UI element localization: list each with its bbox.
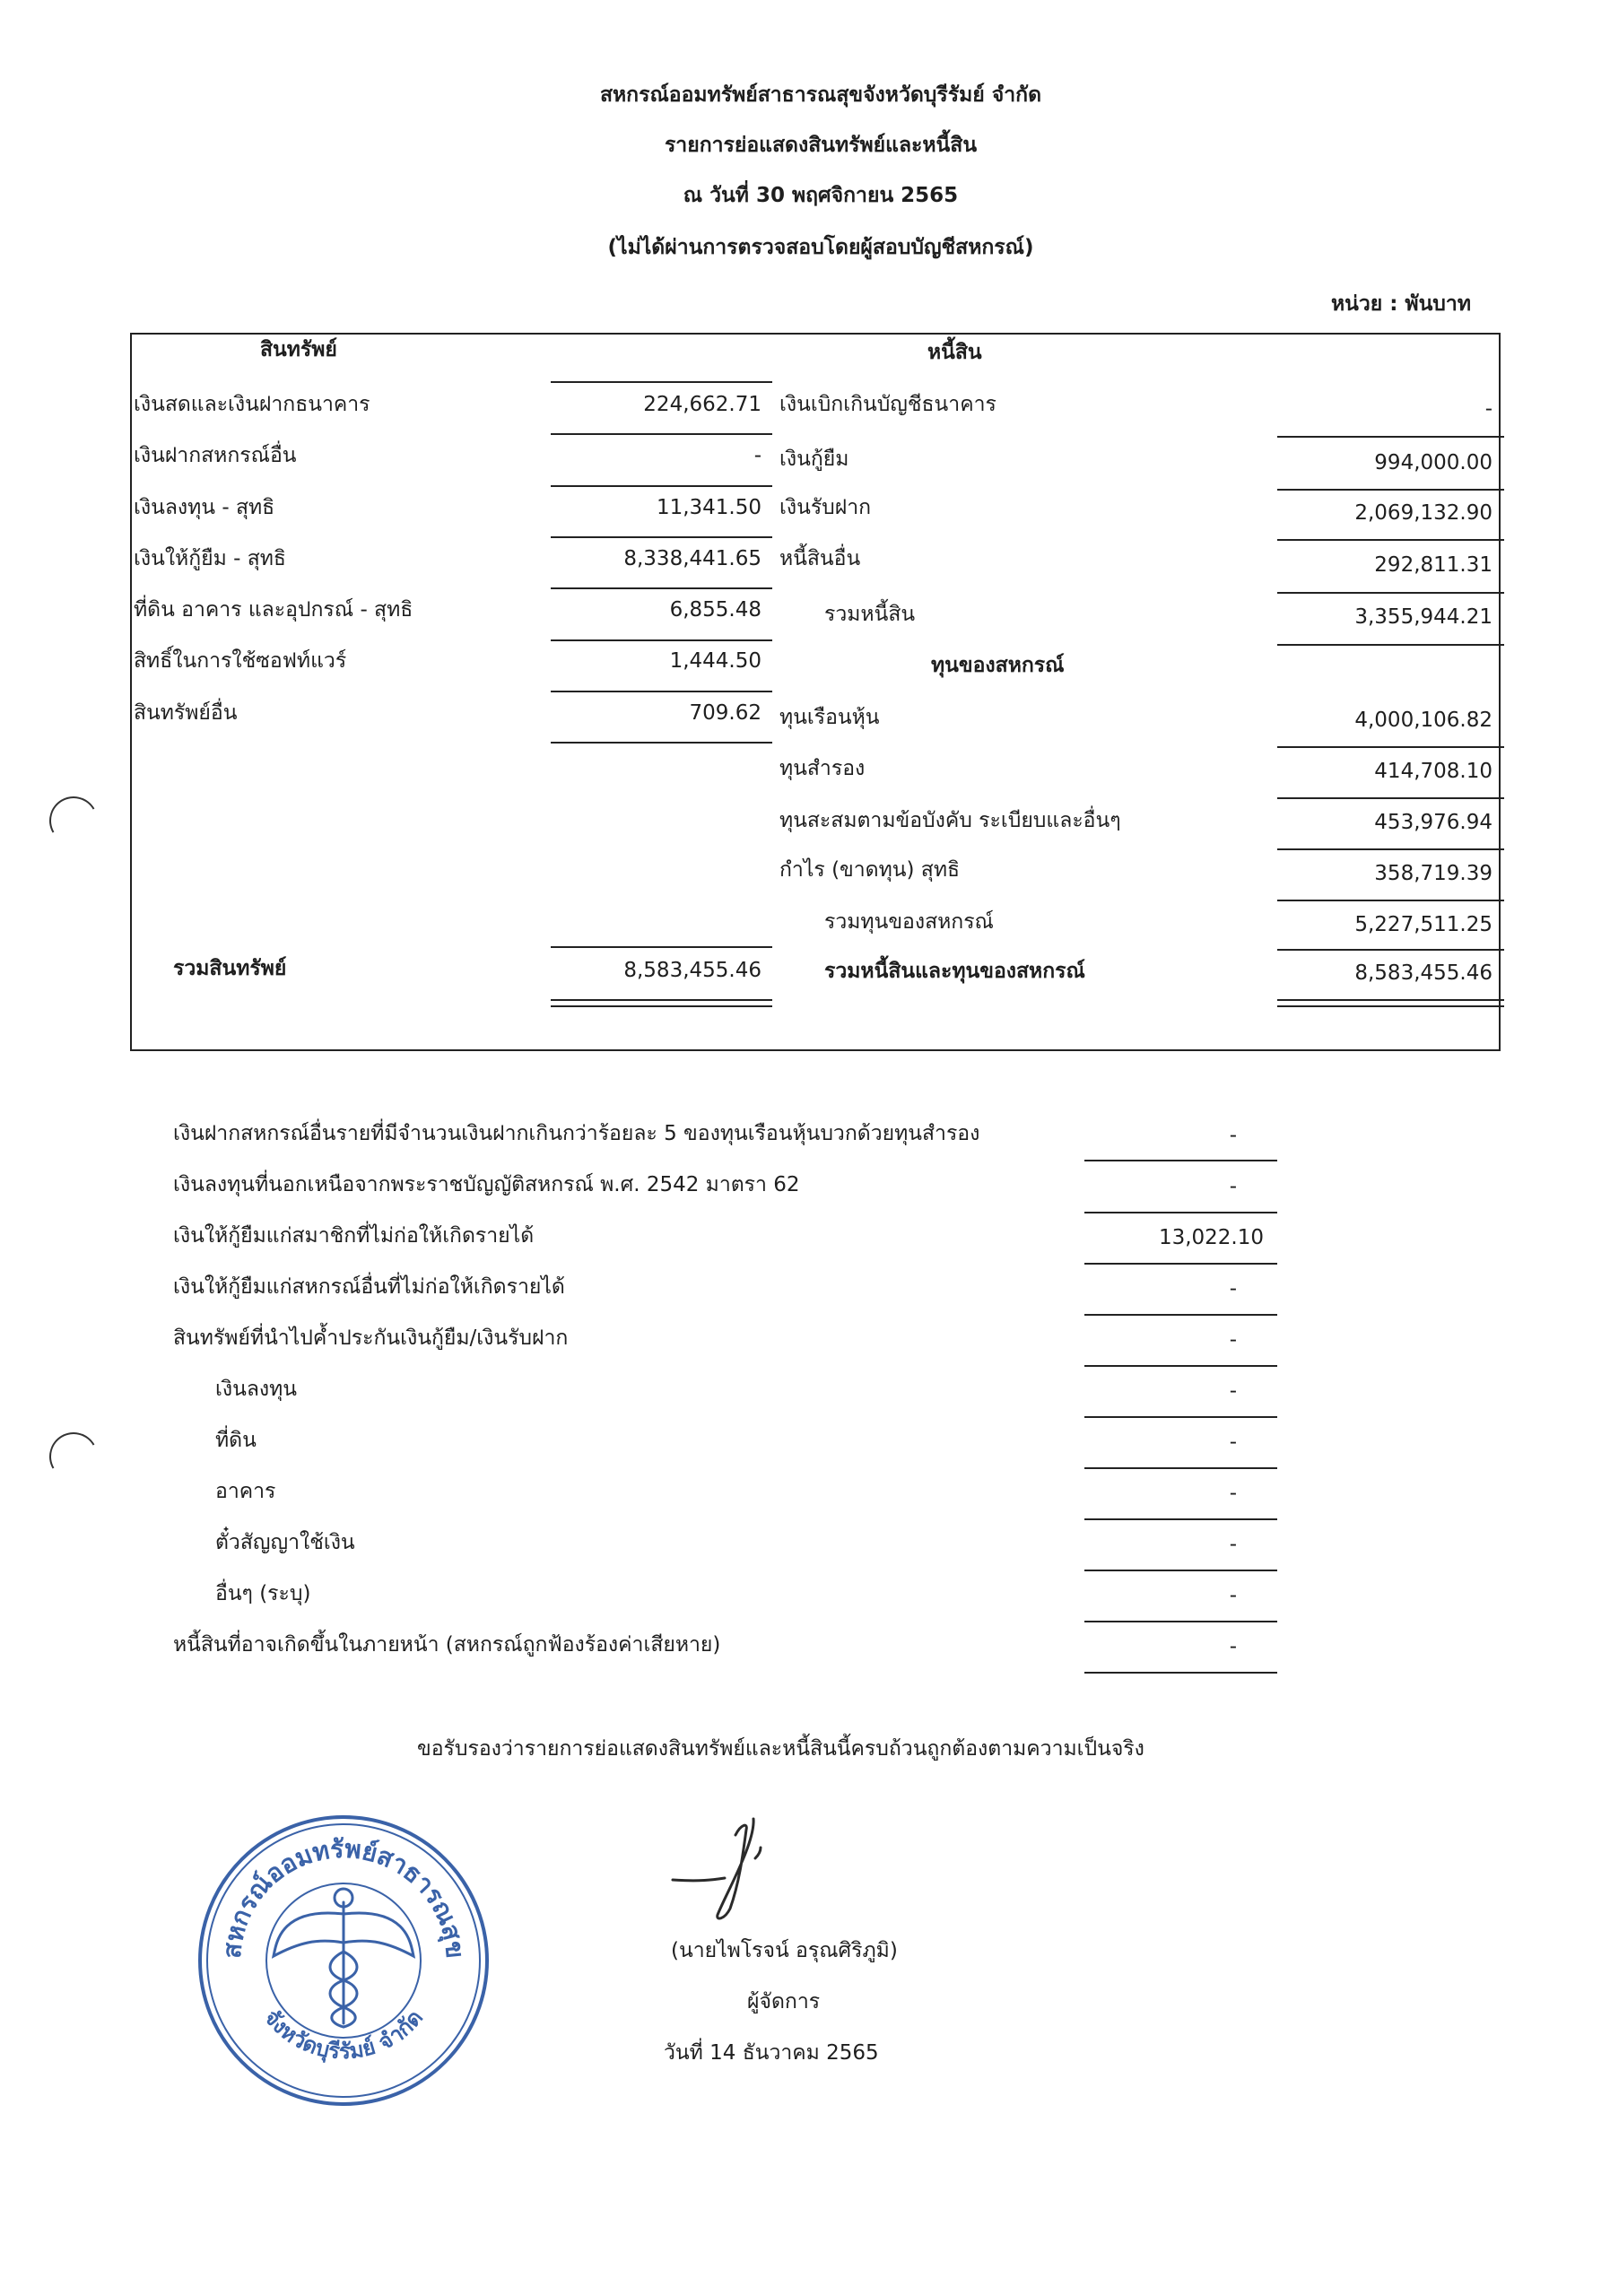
note-value: -: [1229, 1431, 1237, 1454]
equity-value: 453,976.94: [1374, 811, 1493, 834]
asset-value: 709.62: [689, 701, 761, 725]
rule: [551, 433, 772, 435]
double-rule: [1277, 999, 1504, 1007]
liability-value: 2,069,132.90: [1354, 501, 1493, 525]
rule: [1277, 746, 1504, 748]
assets-total-value: 8,583,455.46: [623, 959, 761, 982]
signatory-name: (นายไพโรจน์ อรุณศิริภูมิ): [671, 1939, 898, 1962]
assets-total-label: รวมสินทรัพย์: [173, 957, 287, 980]
rule: [551, 639, 772, 641]
liability-label: เงินรับฝาก: [779, 496, 872, 519]
rule: [551, 587, 772, 589]
note-value: -: [1229, 1533, 1237, 1556]
liability-label: เงินกู้ยืม: [779, 448, 849, 471]
note-value: -: [1229, 1124, 1237, 1147]
equity-value: 358,719.39: [1374, 862, 1493, 885]
note-label: เงินให้กู้ยืมแก่สมาชิกที่ไม่ก่อให้เกิดรายได้: [173, 1224, 535, 1248]
liabilities-total-value: 3,355,944.21: [1354, 605, 1493, 629]
rule: [1277, 644, 1504, 646]
balance-sheet-box: [130, 333, 1501, 1051]
caduceus-emblem: [274, 1889, 413, 2027]
certification-text: ขอรับรองว่ารายการย่อแสดงสินทรัพย์และหนี้สินนี้ครบถ้วนถูกต้องตามความเป็นจริง: [417, 1737, 1144, 1761]
double-rule: [551, 999, 772, 1007]
asset-value: 1,444.50: [669, 649, 761, 673]
liability-value: -: [1484, 397, 1493, 421]
punch-hole-mark-bottom: [44, 1427, 103, 1486]
equity-total-value: 5,227,511.25: [1354, 913, 1493, 936]
note-value: -: [1229, 1379, 1237, 1403]
note-label: สินทรัพย์ที่นำไปค้ำประกันเงินกู้ยืม/เงินรับฝาก: [173, 1326, 569, 1350]
rule: [1277, 436, 1504, 438]
equity-value: 414,708.10: [1374, 760, 1493, 783]
asset-value: 11,341.50: [656, 496, 761, 519]
grand-total-label: รวมหนี้สินและทุนของสหกรณ์: [824, 960, 1085, 983]
equity-label: ทุนสำรอง: [779, 757, 866, 780]
equity-label: ทุนสะสมตามข้อบังคับ ระเบียบและอื่นๆ: [779, 809, 1121, 832]
note-value: -: [1229, 1584, 1237, 1607]
rule: [1084, 1518, 1277, 1520]
rule: [1084, 1672, 1277, 1674]
document-title: รายการย่อแสดงสินทรัพย์และหนี้สิน: [664, 134, 978, 157]
document-date: ณ วันที่ 30 พฤศจิกายน 2565: [683, 184, 959, 207]
note-value: -: [1229, 1328, 1237, 1352]
rule: [1277, 949, 1504, 951]
signatory-date: วันที่ 14 ธันวาคม 2565: [664, 2041, 879, 2065]
note-value: -: [1229, 1635, 1237, 1658]
cooperative-seal-stamp: [191, 1808, 496, 2113]
rule: [551, 536, 772, 538]
rule: [1277, 848, 1504, 850]
audit-note: (ไม่ได้ผ่านการตรวจสอบโดยผู้สอบบัญชีสหกรณ์): [607, 236, 1034, 259]
liabilities-total-label: รวมหนี้สิน: [824, 603, 916, 626]
equity-total-label: รวมทุนของสหกรณ์: [824, 910, 994, 934]
rule: [1084, 1416, 1277, 1418]
asset-label: สิทธิ์ในการใช้ซอฟท์แวร์: [134, 649, 347, 673]
note-label: เงินลงทุนที่นอกเหนือจากพระราชบัญญัติสหกรณ์ พ.ศ. 2542 มาตรา 62: [173, 1173, 800, 1196]
note-value: -: [1229, 1482, 1237, 1505]
note-label: ตั๋วสัญญาใช้เงิน: [215, 1531, 355, 1554]
rule: [551, 381, 772, 383]
rule: [1084, 1467, 1277, 1469]
asset-label: ที่ดิน อาคาร และอุปกรณ์ - สุทธิ: [134, 598, 413, 622]
note-label: เงินให้กู้ยืมแก่สหกรณ์อื่นที่ไม่ก่อให้เกิดรายได้: [173, 1275, 565, 1299]
equity-value: 4,000,106.82: [1354, 709, 1493, 732]
asset-value: -: [753, 444, 761, 467]
note-label: ที่ดิน: [215, 1429, 257, 1452]
rule: [1277, 592, 1504, 594]
note-label: อื่นๆ (ระบุ): [215, 1582, 311, 1605]
note-value: 13,022.10: [1158, 1226, 1264, 1249]
asset-label: เงินฝากสหกรณ์อื่น: [134, 444, 297, 467]
note-label: เงินฝากสหกรณ์อื่นรายที่มีจำนวนเงินฝากเกินกว่าร้อยละ 5 ของทุนเรือนหุ้นบวกด้วยทุนสำรอง: [173, 1122, 980, 1145]
note-value: -: [1229, 1277, 1237, 1300]
rule: [1277, 489, 1504, 491]
asset-value: 224,662.71: [643, 393, 761, 416]
rule: [1277, 900, 1504, 901]
rule: [551, 485, 772, 487]
rule: [1084, 1621, 1277, 1622]
asset-value: 6,855.48: [669, 598, 761, 622]
asset-label: สินทรัพย์อื่น: [134, 701, 238, 725]
asset-label: เงินสดและเงินฝากธนาคาร: [134, 393, 370, 416]
org-name: สหกรณ์ออมทรัพย์สาธารณสุขจังหวัดบุรีรัมย์ จำกัด: [599, 83, 1042, 107]
grand-total-value: 8,583,455.46: [1354, 961, 1493, 985]
seal-text-top: สหกรณ์ออมทรัพย์สาธารณสุข: [216, 1833, 471, 1960]
equity-label: กำไร (ขาดทุน) สุทธิ: [779, 858, 961, 882]
note-label: เงินลงทุน: [215, 1378, 298, 1401]
rule: [551, 691, 772, 692]
rule: [1084, 1160, 1277, 1161]
asset-label: เงินให้กู้ยืม - สุทธิ: [134, 547, 286, 570]
rule: [1277, 539, 1504, 541]
note-value: -: [1229, 1175, 1237, 1198]
seal-text-bottom: จังหวัดบุรีรัมย์ จำกัด: [259, 2005, 428, 2065]
rule: [1084, 1365, 1277, 1367]
rule: [1084, 1314, 1277, 1316]
liability-value: 994,000.00: [1374, 451, 1493, 474]
liabilities-heading: หนี้สิน: [927, 341, 982, 364]
handwritten-signature: [664, 1794, 789, 1928]
liability-label: เงินเบิกเกินบัญชีธนาคาร: [779, 393, 996, 416]
note-label: หนี้สินที่อาจเกิดขึ้นในภายหน้า (สหกรณ์ถูกฟ้องร้องค่าเสียหาย): [173, 1633, 721, 1657]
liability-label: หนี้สินอื่น: [779, 547, 861, 570]
equity-label: ทุนเรือนหุ้น: [779, 706, 880, 729]
note-label: อาคาร: [215, 1480, 276, 1503]
punch-hole-mark-top: [44, 791, 103, 850]
rule: [1084, 1263, 1277, 1265]
rule: [1084, 1570, 1277, 1571]
rule: [551, 742, 772, 744]
rule: [551, 946, 772, 948]
asset-label: เงินลงทุน - สุทธิ: [134, 496, 275, 519]
asset-value: 8,338,441.65: [623, 547, 761, 570]
unit-label: หน่วย : พันบาท: [1330, 292, 1471, 316]
assets-heading: สินทรัพย์: [260, 338, 337, 361]
equity-heading: ทุนของสหกรณ์: [931, 654, 1065, 677]
rule: [1277, 797, 1504, 799]
liability-value: 292,811.31: [1374, 553, 1493, 577]
rule: [1084, 1212, 1277, 1213]
signatory-position: ผู้จัดการ: [747, 1990, 821, 2013]
